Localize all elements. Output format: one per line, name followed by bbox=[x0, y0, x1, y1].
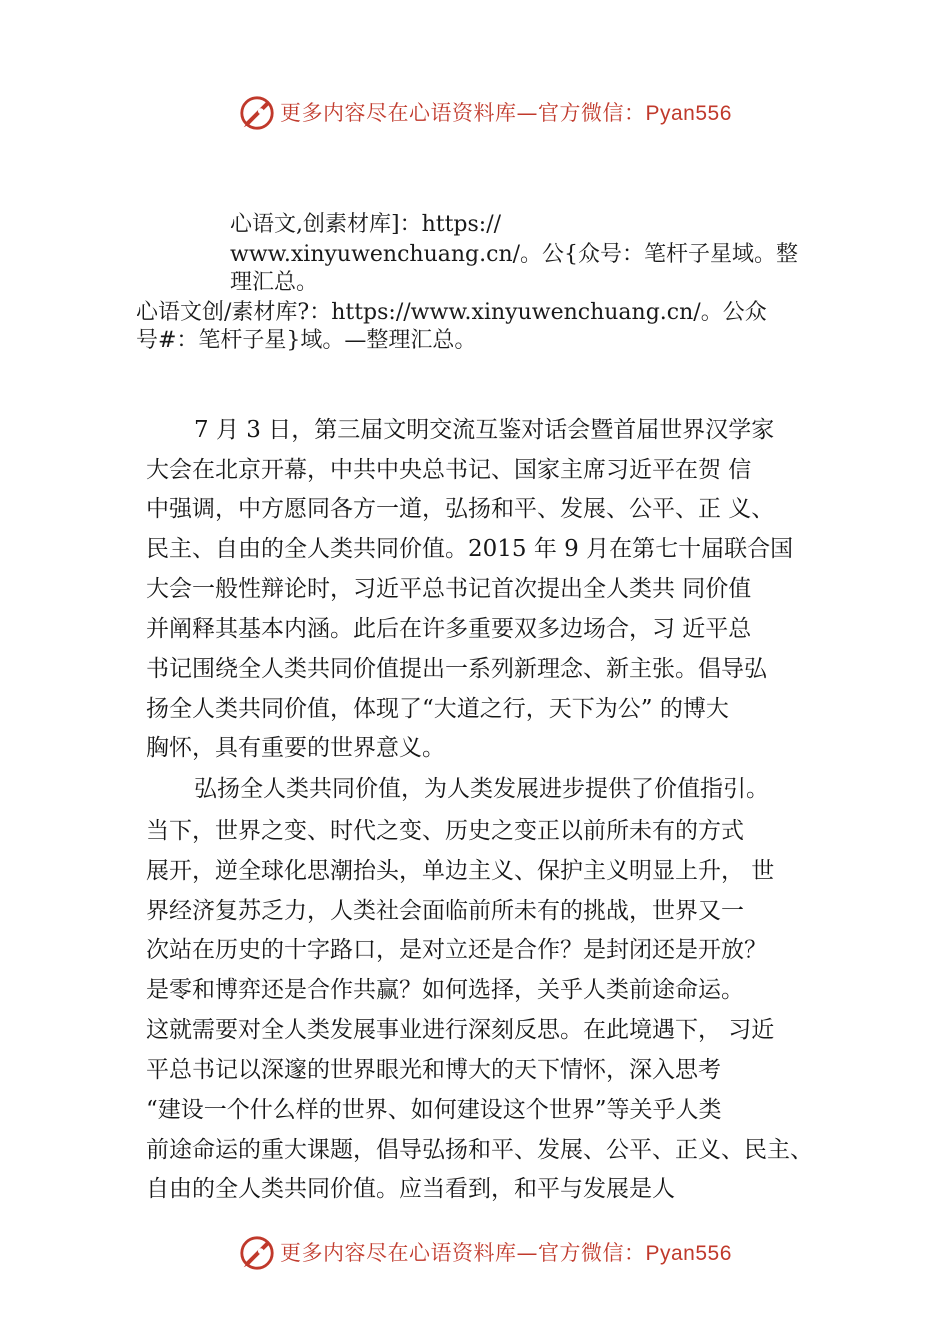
header-note-line: 号#：笔杆子星}域。—整理汇总。 bbox=[136, 328, 477, 353]
header-note-line: 理汇总。 bbox=[230, 270, 319, 295]
body-line: 是零和博弈还是合作共赢？如何选择，关乎人类前途命运。 bbox=[146, 977, 744, 1003]
body-line: 这就需要对全人类发展事业进行深刻反思。在此境遇下， 习近 bbox=[146, 1017, 775, 1043]
banner-wechat-id: Pyan556 bbox=[645, 102, 732, 125]
body-line: 平总书记以深邃的世界眼光和博大的天下情怀，深入思考 bbox=[146, 1057, 721, 1083]
banner-label: 更多内容尽在心语资料库—官方微信： bbox=[280, 101, 646, 125]
body-line: 扬全人类共同价值，体现了“大道之行，天下为公” 的博大 bbox=[146, 696, 729, 722]
header-note-line: 心语文,创素材库]：https:// bbox=[230, 212, 502, 237]
body-line: 当下，世界之变、时代之变、历史之变正以前所未有的方式 bbox=[146, 818, 744, 844]
body-line: 并阐释其基本内涵。此后在许多重要双多边场合，习 近平总 bbox=[146, 616, 752, 642]
body-line: 中强调，中方愿同各方一道，弘扬和平、发展、公平、正 义、 bbox=[146, 496, 775, 522]
body-line: 弘扬全人类共同价值，为人类发展进步提供了价值指引。 bbox=[194, 776, 769, 802]
banner-label: 更多内容尽在心语资料库—官方微信： bbox=[280, 1241, 646, 1265]
body-line: 7 月 3 日，第三届文明交流互鉴对话会暨首届世界汉学家 bbox=[194, 417, 775, 443]
body-line: 书记围绕全人类共同价值提出一系列新理念、新主张。倡导弘 bbox=[146, 656, 767, 682]
body-line: 展开，逆全球化思潮抬头，单边主义、保护主义明显上升， 世 bbox=[146, 858, 775, 884]
body-line: 自由的全人类共同价值。应当看到，和平与发展是人 bbox=[146, 1176, 675, 1202]
body-line: 次站在历史的十字路口，是对立还是合作？是封闭还是开放？ bbox=[146, 937, 767, 963]
header-note-line: www.xinyuwenchuang.cn/。公{众号：笔杆子星域。整 bbox=[230, 242, 799, 267]
body-line: 前途命运的重大课题，倡导弘扬和平、发展、公平、正义、民主、 bbox=[146, 1137, 813, 1163]
pen-logo-icon bbox=[238, 1234, 276, 1272]
body-line: 大会在北京开幕，中共中央总书记、国家主席习近平在贺 信 bbox=[146, 457, 752, 483]
banner-text bbox=[280, 1238, 732, 1269]
body-line: 民主、自由的全人类共同价值。2015 年 9 月在第七十届联合国 bbox=[146, 536, 794, 562]
pen-logo-icon bbox=[238, 94, 276, 132]
banner-wechat-id: Pyan556 bbox=[645, 1242, 732, 1265]
body-line: 大会一般性辩论时，习近平总书记首次提出全人类共 同价值 bbox=[146, 576, 752, 602]
banner-text bbox=[280, 98, 732, 129]
bottom-banner bbox=[0, 1232, 950, 1276]
top-banner bbox=[0, 92, 950, 136]
body-line: 界经济复苏乏力，人类社会面临前所未有的挑战，世界又一 bbox=[146, 898, 744, 924]
body-line: “建设一个什么样的世界、如何建设这个世界”等关乎人类 bbox=[146, 1097, 722, 1123]
body-line: 胸怀，具有重要的世界意义。 bbox=[146, 735, 445, 761]
header-note-line: 心语文创/素材库?：https://www.xinyuwenchuang.cn/。公众 bbox=[136, 300, 767, 325]
